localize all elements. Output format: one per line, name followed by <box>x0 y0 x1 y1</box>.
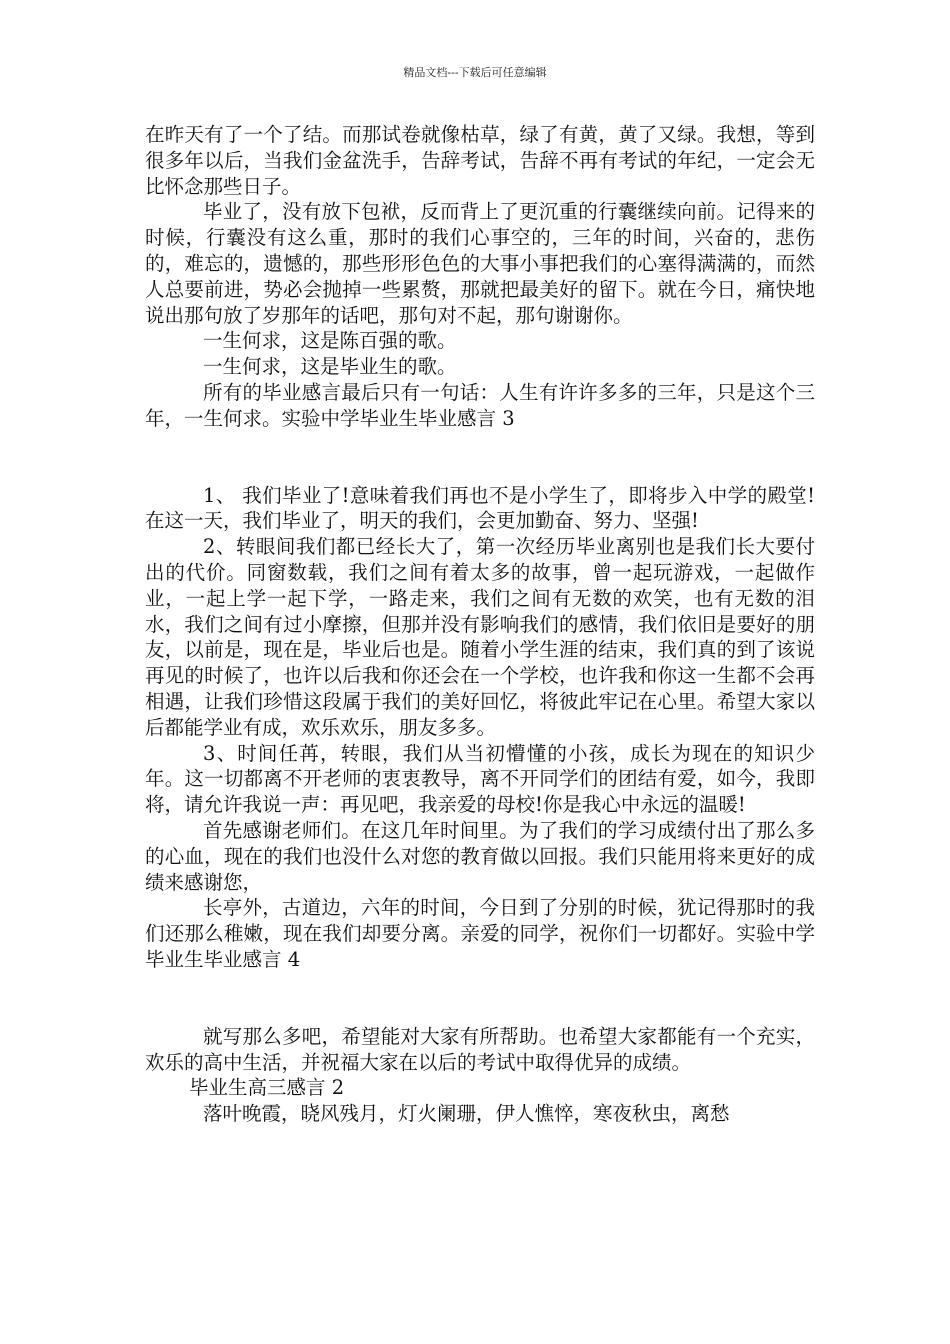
paragraph: 毕业了，没有放下包袱，反而背上了更沉重的行囊继续向前。记得来的时候，行囊没有这么重，那时的我们心事空的，三年的时间，兴奋的，悲伤的，难忘的，遗憾的，那些形形色色的大事小事把我们的心塞得满满的，而然人总要前进，势必会抛掉一些累赘，那就把最美好的留下。就在今日，痛快地说出那句放了岁那年的话吧，那句对不起，那句谢谢你。 <box>145 200 815 327</box>
document-body <box>145 122 815 1127</box>
paragraph: 3、时间任苒，转眼，我们从当初懵懂的小孩，成长为现在的知识少年。这一切都离不开老师的衷衷教导，离不开同学们的团结有爱，如今，我即将，请允许我说一声：再见吧，我亲爱的母校!你是我心中永远的温暖! <box>145 741 815 817</box>
paragraph-gap <box>145 432 815 483</box>
paragraph: 长亭外，古道边，六年的时间，今日到了分别的时候，犹记得那时的我们还那么稚嫩，现在我们却要分离。亲爱的同学，祝你们一切都好。实验中学毕业生毕业感言 4 <box>145 896 815 971</box>
paragraph: 1、 我们毕业了!意味着我们再也不是小学生了，即将步入中学的殿堂!在这一天，我们毕业了，明天的我们，会更加勤奋、努力、坚强! <box>145 483 815 533</box>
paragraph: 在昨天有了一个了结。而那试卷就像枯草，绿了有黄，黄了又绿。我想，等到很多年以后，当我们金盆洗手，告辞考试，告辞不再有考试的年纪，一定会无比怀念那些日子。 <box>145 123 815 198</box>
paragraph-gap <box>145 973 815 1024</box>
paragraph: 一生何求，这是陈百强的歌。 <box>203 329 457 353</box>
paragraph: 首先感谢老师们。在这几年时间里。为了我们的学习成绩付出了那么多的心血，现在的我们也没什么对您的教育做以回报。我们只能用将来更好的成绩来感谢您， <box>145 818 815 894</box>
paragraph: 一生何求，这是毕业生的歌。 <box>203 355 457 379</box>
page-header: 精品文档---下载后可任意编辑 <box>403 66 547 79</box>
paragraph: 2、转眼间我们都已经长大了，第一次经历毕业离别也是我们长大要付出的代价。同窗数载，我们之间有着太多的故事，曾一起玩游戏，一起做作业，一起上学一起下学，一路走来，我们之间有无数的欢笑，也有无数的泪水，我们之间有过小摩擦，但那并没有影响我们的感情，我们依旧是要好的朋友，以前是，现在是，毕业后也是。随着小学生涯的结束，我们真的到了该说再见的时候了，也许以后我和你还会在一个学校，也许我和你这一生都不会再相遇，让我们珍惜这段属于我们的美好回忆，将彼此牢记在心里。希望大家以后都能学业有成，欢乐欢乐，朋友多多。 <box>145 535 815 739</box>
paragraph: 就写那么多吧，希望能对大家有所帮助。也希望大家都能有一个充实，欢乐的高中生活，并祝福大家在以后的考试中取得优异的成绩。 <box>145 1024 815 1074</box>
paragraph: 所有的毕业感言最后只有一句话：人生有许许多多的三年，只是这个三年，一生何求。实验中学毕业生毕业感言 3 <box>145 380 815 430</box>
section-heading: 毕业生高三感言 2 <box>189 1076 345 1100</box>
paragraph: 落叶晚霞，晓风残月，灯火阑珊，伊人憔悴，寒夜秋虫，离愁 <box>203 1102 730 1126</box>
